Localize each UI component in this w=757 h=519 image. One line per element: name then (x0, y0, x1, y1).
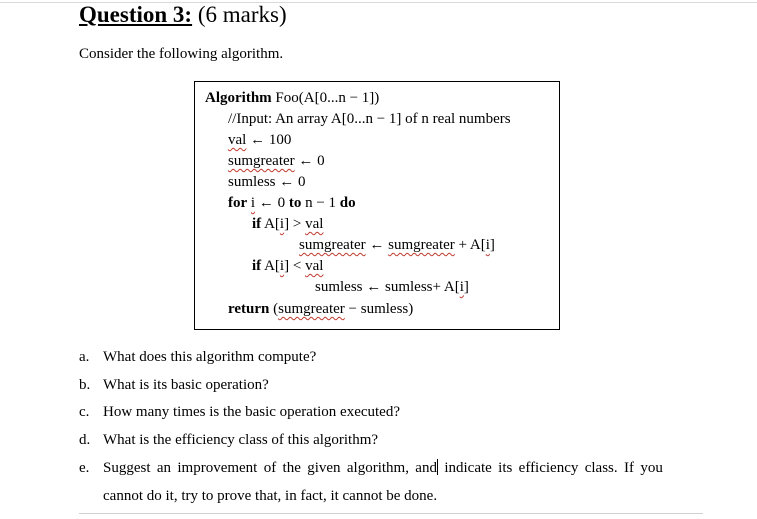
for-end: n − 1 (301, 195, 340, 211)
kw-to: to (288, 195, 302, 211)
part-text-start: Suggest an improvement of the given algorithm, and (103, 460, 437, 476)
var-i: i (279, 258, 285, 274)
part-letter: b. (79, 377, 91, 393)
if1-gt: ] > (284, 216, 306, 232)
part-letter: d. (79, 432, 91, 448)
algo-signature: Foo(A[0...n − 1]) (275, 90, 380, 106)
part-text: What is its basic operation? (103, 377, 269, 393)
kw-if: if (252, 258, 262, 274)
part-letter: e. (79, 460, 90, 476)
algo-if2-line (252, 256, 323, 276)
kw-return: return (228, 301, 270, 317)
kw-do: do (339, 195, 356, 211)
var-val: val (228, 132, 247, 148)
algo-if1-line (252, 214, 323, 234)
algorithm-box (194, 81, 560, 330)
algo-sumless-update (315, 277, 469, 297)
sumgreater-assign: ← 0 (294, 153, 325, 169)
close-bracket: ] (463, 279, 469, 295)
part-text: How many times is the basic operation executed? (103, 404, 400, 420)
return-open: ( (269, 301, 279, 317)
question-intro: Consider the following algorithm. (79, 46, 284, 62)
part-text: What is the efficiency class of this algorithm? (103, 432, 379, 448)
kw-algorithm: Algorithm (205, 90, 272, 106)
part-letter: a. (79, 349, 90, 365)
part-b (79, 375, 269, 395)
for-range: ← 0 (255, 195, 289, 211)
if2-cond: A[ (261, 258, 280, 274)
kw-for: for (228, 195, 248, 211)
var-i: i (250, 195, 256, 211)
sumless-update: sumless ← sumless+ A[ (315, 279, 460, 295)
algo-val-line (228, 130, 291, 150)
part-a (79, 347, 316, 367)
part-e-continued: cannot do it, try to prove that, in fact, it cannot be done. (103, 488, 438, 504)
algo-sumgreater-update (299, 235, 495, 255)
part-text: What does this algorithm compute? (103, 349, 317, 365)
var-val: val (305, 258, 324, 274)
question-marks: (6 marks) (197, 2, 287, 27)
question-heading: Question 3: (79, 2, 193, 27)
val-assign: ← 100 (246, 132, 292, 148)
bottom-divider (79, 513, 703, 514)
algo-sumgreater-line (228, 151, 325, 171)
if1-cond: A[ (261, 216, 280, 232)
var-sumgreater: sumgreater (299, 237, 366, 253)
part-c (79, 402, 400, 422)
if2-lt: ] < (284, 258, 306, 274)
return-rest: − sumless) (344, 301, 414, 317)
part-letter: c. (79, 404, 90, 420)
part-e (79, 458, 703, 478)
kw-if: if (252, 216, 262, 232)
var-val: val (305, 216, 324, 232)
var-i: i (485, 237, 490, 253)
var-i: i (279, 216, 285, 232)
close-bracket: ] (489, 237, 495, 253)
var-sumgreater: sumgreater (388, 237, 455, 253)
part-d (79, 430, 378, 450)
part-text-end: indicate its efficiency class. If you (437, 460, 663, 476)
var-sumgreater: sumgreater (228, 153, 295, 169)
algo-input-comment: //Input: An array A[0...n − 1] of n real numbers (228, 111, 511, 127)
algo-for-line (228, 193, 356, 213)
question-title (79, 0, 287, 30)
var-i: i (459, 279, 464, 295)
assign-arrow: ← (365, 237, 389, 253)
algo-return-line (228, 299, 413, 319)
plus-a: + A[ (454, 237, 486, 253)
algo-sumless-line: sumless ← 0 (228, 174, 306, 190)
algo-signature-line (205, 88, 379, 108)
var-sumgreater: sumgreater (278, 301, 345, 317)
